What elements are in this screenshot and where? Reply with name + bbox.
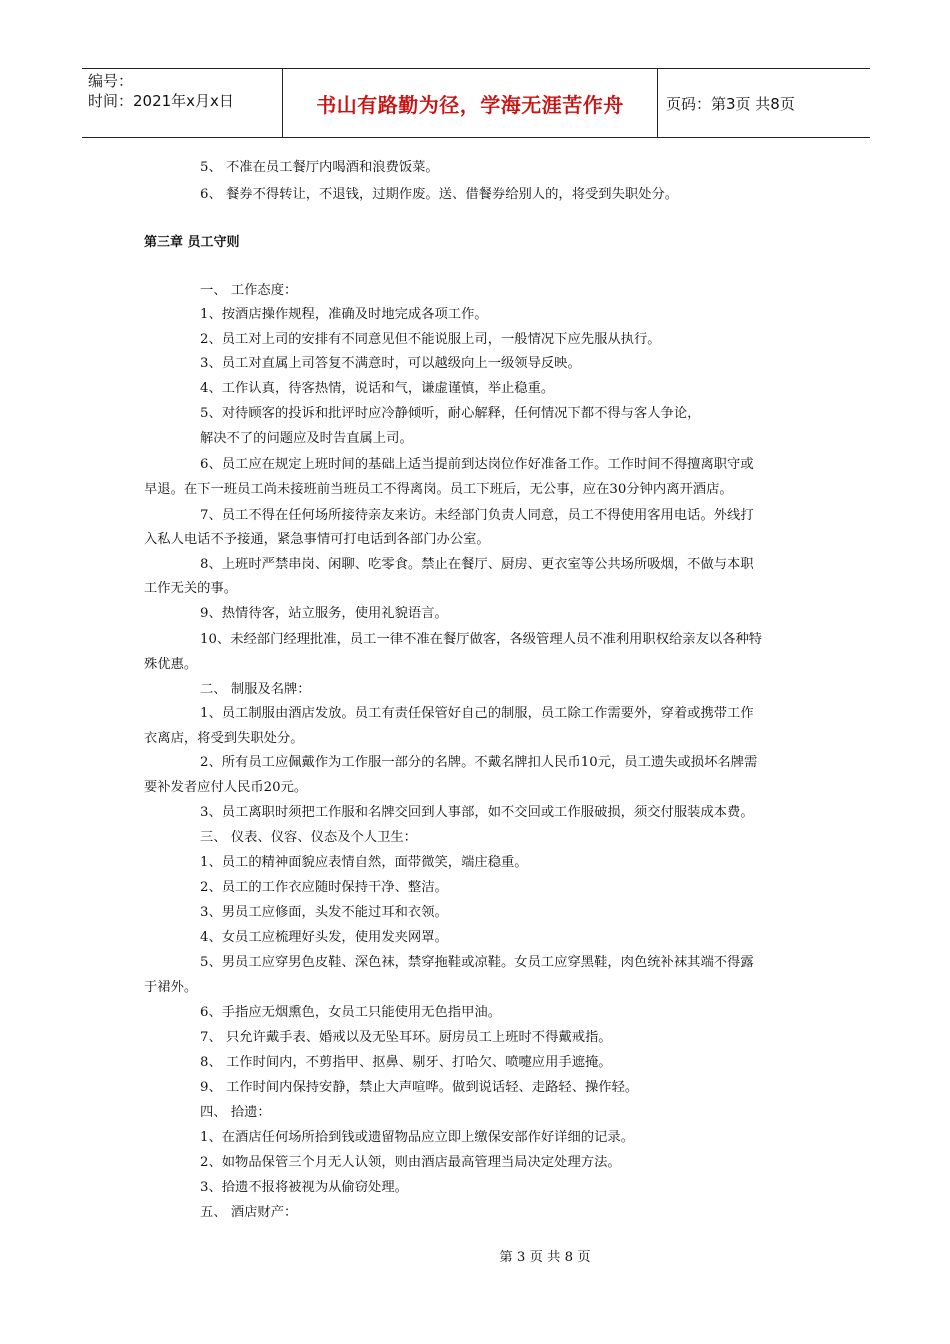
header-meta: [82, 69, 282, 137]
text-line: 5、对待顾客的投诉和批评时应冷静倾听，耐心解释，任何情况下都不得与客人争论，: [200, 406, 701, 421]
text-line: 8、上班时严禁串岗、闲聊、吃零食。禁止在餐厅、厨房、更衣室等公共场所吸烟，不做与本职: [200, 557, 754, 572]
section-heading: 一、 工作态度：: [200, 283, 298, 298]
section-heading: 四、 拾遗：: [200, 1105, 271, 1120]
page-footer: 第 3 页 共 8 页: [499, 1250, 591, 1265]
text-line: 9、热情待客，站立服务，使用礼貌语言。: [200, 606, 448, 621]
text-line: 9、 工作时间内保持安静，禁止大声喧哗。做到说话轻、走路轻、操作轻。: [200, 1080, 639, 1095]
text-line: 6、 餐券不得转让，不退钱，过期作废。送、借餐券给别人的，将受到失职处分。: [200, 187, 679, 202]
text-line: 3、员工对直属上司答复不满意时，可以越级向上一级领导反映。: [200, 356, 581, 371]
text-line: 2、员工的工作衣应随时保持干净、整洁。: [200, 880, 448, 895]
header-motto: 书山有路勤为径，学海无涯苦作舟: [282, 69, 658, 137]
text-line: 5、 不准在员工餐厅内喝酒和浪费饭菜。: [200, 160, 439, 175]
time-label: 时间：2021年x月x日: [88, 92, 234, 110]
text-line: 6、手指应无烟熏色，女员工只能使用无色指甲油。: [200, 1005, 501, 1020]
text-line: 3、拾遗不报将被视为从偷窃处理。: [200, 1180, 408, 1195]
text-line: 入私人电话不予接通，紧急事情可打电话到各部门办公室。: [144, 532, 490, 547]
text-line: 2、所有员工应佩戴作为工作服一部分的名牌。不戴名牌扣人民币10元，员工遗失或损坏名牌需: [200, 755, 758, 770]
code-label: 编号：: [88, 72, 134, 90]
section-heading: 二、 制服及名牌：: [200, 682, 311, 697]
text-line: 4、女员工应梳理好头发，使用发夹网罩。: [200, 930, 448, 945]
text-line: 2、员工对上司的安排有不同意见但不能说服上司，一般情况下应先服从执行。: [200, 332, 661, 347]
text-line: 4、工作认真，待客热情，说话和气，谦虚谨慎，举止稳重。: [200, 381, 555, 396]
text-line: 殊优惠。: [144, 657, 198, 672]
text-line: 8、 工作时间内，不剪指甲、抠鼻、剔牙、打哈欠、喷嚏应用手遮掩。: [200, 1055, 612, 1070]
text-line: 2、如物品保管三个月无人认领，则由酒店最高管理当局决定处理方法。: [200, 1155, 621, 1170]
text-line: 解决不了的问题应及时告直属上司。: [200, 431, 413, 446]
text-line: 于裙外。: [144, 980, 198, 995]
text-line: 3、男员工应修面，头发不能过耳和衣领。: [200, 905, 448, 920]
text-line: 1、员工制服由酒店发放。员工有责任保管好自己的制服，员工除工作需要外，穿着或携带工作: [200, 706, 754, 721]
text-line: 10、未经部门经理批准，员工一律不准在餐厅做客，各级管理人员不准利用职权给亲友以各种特: [200, 632, 763, 647]
text-line: 7、 只允许戴手表、婚戒以及无坠耳环。厨房员工上班时不得戴戒指。: [200, 1030, 612, 1045]
text-line: 7、员工不得在任何场所接待亲友来访。未经部门负责人同意，员工不得使用客用电话。外线打: [200, 508, 754, 523]
text-line: 衣离店，将受到失职处分。: [144, 731, 304, 746]
text-line: 1、员工的精神面貌应表情自然，面带微笑，端庄稳重。: [200, 855, 528, 870]
text-line: 3、员工离职时须把工作服和名牌交回到人事部，如不交回或工作服破损，须交付服装成本费。: [200, 805, 754, 820]
text-line: 要补发者应付人民币20元。: [144, 780, 308, 795]
header-page-info: 页码：第3页 共8页: [666, 94, 795, 113]
section-heading: 五、 酒店财产：: [200, 1205, 298, 1220]
text-line: 6、员工应在规定上班时间的基础上适当提前到达岗位作好准备工作。工作时间不得擅离职守或: [200, 457, 754, 472]
text-line: 1、按酒店操作规程，准确及时地完成各项工作。: [200, 307, 488, 322]
page-header: [82, 68, 870, 138]
text-line: 5、男员工应穿男色皮鞋、深色袜，禁穿拖鞋或凉鞋。女员工应穿黑鞋，肉色统补袜其端不得露: [200, 955, 754, 970]
text-line: 1、在酒店任何场所拾到钱或遗留物品应立即上缴保安部作好详细的记录。: [200, 1130, 634, 1145]
text-line: 早退。在下一班员工尚未接班前当班员工不得离岗。员工下班后，无公事，应在30分钟内离开酒店。: [144, 482, 733, 497]
section-heading: 三、 仪表、仪容、仪态及个人卫生：: [200, 830, 417, 845]
chapter-title: 第三章 员工守则: [144, 235, 240, 250]
text-line: 工作无关的事。: [144, 581, 238, 596]
